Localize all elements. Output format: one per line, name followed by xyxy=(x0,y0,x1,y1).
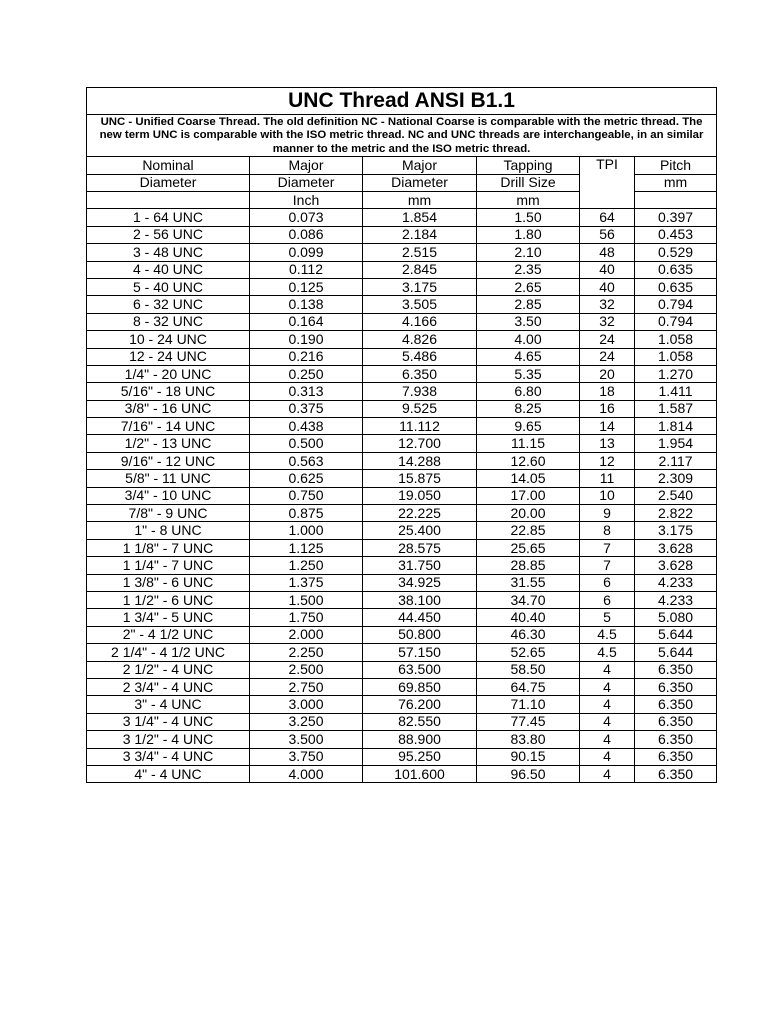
cell-tpi: 24 xyxy=(580,331,635,348)
cell-pitch: 0.794 xyxy=(635,313,717,330)
page-title: UNC Thread ANSI B1.1 xyxy=(87,88,717,115)
cell-major-inch: 1.375 xyxy=(250,574,363,591)
cell-nominal: 3/4" - 10 UNC xyxy=(87,487,250,504)
cell-major-mm: 9.525 xyxy=(363,400,477,417)
cell-tpi: 48 xyxy=(580,244,635,261)
table-row xyxy=(87,748,717,765)
table-row xyxy=(87,435,717,452)
cell-nominal: 10 - 24 UNC xyxy=(87,331,250,348)
cell-major-mm: 57.150 xyxy=(363,644,477,661)
table-row xyxy=(87,209,717,226)
table-row xyxy=(87,713,717,730)
cell-major-mm: 63.500 xyxy=(363,661,477,678)
cell-tapping-drill: 9.65 xyxy=(477,418,580,435)
header-nominal-unit xyxy=(87,192,250,209)
cell-pitch: 1.954 xyxy=(635,435,717,452)
cell-tpi: 32 xyxy=(580,296,635,313)
table-row xyxy=(87,244,717,261)
cell-tapping-drill: 2.35 xyxy=(477,261,580,278)
cell-major-inch: 0.164 xyxy=(250,313,363,330)
cell-nominal: 1 3/8" - 6 UNC xyxy=(87,574,250,591)
cell-pitch: 5.644 xyxy=(635,626,717,643)
cell-tpi: 6 xyxy=(580,591,635,608)
cell-major-inch: 0.112 xyxy=(250,261,363,278)
header-nominal: Nominal xyxy=(87,157,250,174)
cell-tpi: 4 xyxy=(580,713,635,730)
cell-tpi: 4.5 xyxy=(580,626,635,643)
cell-tpi: 4.5 xyxy=(580,644,635,661)
cell-major-mm: 2.515 xyxy=(363,244,477,261)
cell-pitch: 6.350 xyxy=(635,731,717,748)
cell-tpi: 32 xyxy=(580,313,635,330)
cell-major-mm: 88.900 xyxy=(363,731,477,748)
table-row xyxy=(87,365,717,382)
cell-tpi: 11 xyxy=(580,470,635,487)
cell-tapping-drill: 17.00 xyxy=(477,487,580,504)
cell-tpi: 4 xyxy=(580,696,635,713)
header-major-inch: Major xyxy=(250,157,363,174)
cell-major-mm: 69.850 xyxy=(363,678,477,695)
cell-major-mm: 44.450 xyxy=(363,609,477,626)
cell-major-inch: 2.250 xyxy=(250,644,363,661)
cell-tpi: 7 xyxy=(580,557,635,574)
cell-major-mm: 4.826 xyxy=(363,331,477,348)
cell-pitch: 6.350 xyxy=(635,661,717,678)
cell-tapping-drill: 83.80 xyxy=(477,731,580,748)
cell-pitch: 6.350 xyxy=(635,713,717,730)
cell-pitch: 2.117 xyxy=(635,452,717,469)
cell-nominal: 8 - 32 UNC xyxy=(87,313,250,330)
header-row-1 xyxy=(87,157,717,174)
cell-major-inch: 2.500 xyxy=(250,661,363,678)
cell-major-inch: 1.250 xyxy=(250,557,363,574)
cell-pitch: 0.635 xyxy=(635,261,717,278)
cell-major-inch: 0.563 xyxy=(250,452,363,469)
cell-tapping-drill: 22.85 xyxy=(477,522,580,539)
cell-major-mm: 82.550 xyxy=(363,713,477,730)
cell-nominal: 12 - 24 UNC xyxy=(87,348,250,365)
header-major-mm-unit: mm xyxy=(363,192,477,209)
cell-tapping-drill: 3.50 xyxy=(477,313,580,330)
cell-tpi: 7 xyxy=(580,539,635,556)
cell-tapping-drill: 28.85 xyxy=(477,557,580,574)
unc-thread-table xyxy=(86,87,717,783)
cell-major-inch: 3.750 xyxy=(250,748,363,765)
cell-nominal: 1 3/4" - 5 UNC xyxy=(87,609,250,626)
cell-tapping-drill: 64.75 xyxy=(477,678,580,695)
table-row xyxy=(87,400,717,417)
cell-major-mm: 19.050 xyxy=(363,487,477,504)
cell-tpi: 10 xyxy=(580,487,635,504)
header-tapping: Tapping xyxy=(477,157,580,174)
cell-pitch: 1.270 xyxy=(635,365,717,382)
cell-pitch: 3.628 xyxy=(635,539,717,556)
cell-tpi: 12 xyxy=(580,452,635,469)
header-nominal-sub: Diameter xyxy=(87,174,250,191)
cell-nominal: 5/16" - 18 UNC xyxy=(87,383,250,400)
header-pitch-blank xyxy=(635,192,717,209)
cell-tpi: 20 xyxy=(580,365,635,382)
cell-tapping-drill: 4.00 xyxy=(477,331,580,348)
table-row xyxy=(87,278,717,295)
cell-major-mm: 34.925 xyxy=(363,574,477,591)
cell-tpi: 6 xyxy=(580,574,635,591)
table-row xyxy=(87,348,717,365)
cell-nominal: 1/4" - 20 UNC xyxy=(87,365,250,382)
cell-tapping-drill: 40.40 xyxy=(477,609,580,626)
cell-major-mm: 12.700 xyxy=(363,435,477,452)
header-major-inch-unit: Inch xyxy=(250,192,363,209)
cell-nominal: 2" - 4 1/2 UNC xyxy=(87,626,250,643)
cell-major-inch: 3.250 xyxy=(250,713,363,730)
cell-nominal: 9/16" - 12 UNC xyxy=(87,452,250,469)
cell-tapping-drill: 1.50 xyxy=(477,209,580,226)
cell-major-mm: 2.845 xyxy=(363,261,477,278)
cell-tapping-drill: 31.55 xyxy=(477,574,580,591)
cell-pitch: 2.822 xyxy=(635,505,717,522)
table-row xyxy=(87,261,717,278)
cell-pitch: 6.350 xyxy=(635,678,717,695)
cell-tpi: 56 xyxy=(580,226,635,243)
cell-major-mm: 11.112 xyxy=(363,418,477,435)
cell-nominal: 1 - 64 UNC xyxy=(87,209,250,226)
cell-major-inch: 0.086 xyxy=(250,226,363,243)
cell-major-inch: 1.000 xyxy=(250,522,363,539)
cell-nominal: 2 1/4" - 4 1/2 UNC xyxy=(87,644,250,661)
cell-tapping-drill: 77.45 xyxy=(477,713,580,730)
cell-pitch: 6.350 xyxy=(635,748,717,765)
cell-tapping-drill: 11.15 xyxy=(477,435,580,452)
table-row xyxy=(87,296,717,313)
cell-tpi: 4 xyxy=(580,765,635,782)
cell-tapping-drill: 4.65 xyxy=(477,348,580,365)
cell-major-inch: 0.250 xyxy=(250,365,363,382)
cell-tapping-drill: 2.65 xyxy=(477,278,580,295)
cell-major-inch: 0.750 xyxy=(250,487,363,504)
cell-major-inch: 2.000 xyxy=(250,626,363,643)
cell-nominal: 3 1/4" - 4 UNC xyxy=(87,713,250,730)
cell-nominal: 2 3/4" - 4 UNC xyxy=(87,678,250,695)
cell-tapping-drill: 2.85 xyxy=(477,296,580,313)
table-row xyxy=(87,539,717,556)
cell-tpi: 16 xyxy=(580,400,635,417)
cell-pitch: 1.411 xyxy=(635,383,717,400)
cell-tpi: 40 xyxy=(580,278,635,295)
cell-major-mm: 76.200 xyxy=(363,696,477,713)
cell-pitch: 5.644 xyxy=(635,644,717,661)
cell-major-mm: 28.575 xyxy=(363,539,477,556)
cell-major-inch: 0.625 xyxy=(250,470,363,487)
cell-major-inch: 0.138 xyxy=(250,296,363,313)
header-major-inch-sub: Diameter xyxy=(250,174,363,191)
table-row xyxy=(87,731,717,748)
cell-nominal: 3/8" - 16 UNC xyxy=(87,400,250,417)
cell-pitch: 0.635 xyxy=(635,278,717,295)
table-row xyxy=(87,644,717,661)
cell-tapping-drill: 2.10 xyxy=(477,244,580,261)
cell-major-inch: 0.438 xyxy=(250,418,363,435)
cell-major-mm: 38.100 xyxy=(363,591,477,608)
table-row xyxy=(87,470,717,487)
cell-major-inch: 1.125 xyxy=(250,539,363,556)
cell-tapping-drill: 8.25 xyxy=(477,400,580,417)
cell-tapping-drill: 25.65 xyxy=(477,539,580,556)
cell-major-inch: 3.000 xyxy=(250,696,363,713)
table-row xyxy=(87,487,717,504)
cell-nominal: 2 1/2" - 4 UNC xyxy=(87,661,250,678)
cell-pitch: 1.587 xyxy=(635,400,717,417)
header-tpi: TPI xyxy=(580,157,635,209)
cell-major-inch: 0.073 xyxy=(250,209,363,226)
table-row xyxy=(87,383,717,400)
cell-major-mm: 50.800 xyxy=(363,626,477,643)
cell-nominal: 2 - 56 UNC xyxy=(87,226,250,243)
table-row xyxy=(87,678,717,695)
cell-tpi: 4 xyxy=(580,661,635,678)
cell-tpi: 40 xyxy=(580,261,635,278)
cell-tapping-drill: 46.30 xyxy=(477,626,580,643)
cell-nominal: 3" - 4 UNC xyxy=(87,696,250,713)
cell-nominal: 3 1/2" - 4 UNC xyxy=(87,731,250,748)
cell-tapping-drill: 34.70 xyxy=(477,591,580,608)
cell-pitch: 0.453 xyxy=(635,226,717,243)
cell-pitch: 1.058 xyxy=(635,331,717,348)
cell-major-inch: 0.190 xyxy=(250,331,363,348)
cell-nominal: 5 - 40 UNC xyxy=(87,278,250,295)
cell-nominal: 4 - 40 UNC xyxy=(87,261,250,278)
cell-tpi: 5 xyxy=(580,609,635,626)
cell-major-inch: 1.750 xyxy=(250,609,363,626)
cell-major-inch: 3.500 xyxy=(250,731,363,748)
cell-tpi: 13 xyxy=(580,435,635,452)
cell-pitch: 1.814 xyxy=(635,418,717,435)
cell-nominal: 1 1/2" - 6 UNC xyxy=(87,591,250,608)
cell-tapping-drill: 5.35 xyxy=(477,365,580,382)
cell-nominal: 3 3/4" - 4 UNC xyxy=(87,748,250,765)
cell-tapping-drill: 96.50 xyxy=(477,765,580,782)
table-row xyxy=(87,626,717,643)
cell-pitch: 0.794 xyxy=(635,296,717,313)
cell-tapping-drill: 14.05 xyxy=(477,470,580,487)
header-pitch-unit: mm xyxy=(635,174,717,191)
cell-major-inch: 0.125 xyxy=(250,278,363,295)
cell-major-mm: 2.184 xyxy=(363,226,477,243)
cell-major-inch: 0.313 xyxy=(250,383,363,400)
cell-tapping-drill: 20.00 xyxy=(477,505,580,522)
header-tapping-unit: mm xyxy=(477,192,580,209)
table-row xyxy=(87,765,717,782)
cell-tapping-drill: 6.80 xyxy=(477,383,580,400)
cell-tapping-drill: 58.50 xyxy=(477,661,580,678)
table-row xyxy=(87,418,717,435)
description-text: UNC - Unified Coarse Thread. The old definition NC - National Coarse is comparable with the metric thread. The new term UNC is comparable with the ISO metric thread. NC and UNC threads are interchangeable, in an similar manner to the metric and the ISO metric thread. xyxy=(87,115,717,157)
cell-tapping-drill: 1.80 xyxy=(477,226,580,243)
cell-tpi: 4 xyxy=(580,731,635,748)
cell-major-mm: 3.505 xyxy=(363,296,477,313)
table-row xyxy=(87,696,717,713)
cell-tpi: 24 xyxy=(580,348,635,365)
cell-nominal: 3 - 48 UNC xyxy=(87,244,250,261)
table-row xyxy=(87,591,717,608)
cell-tapping-drill: 71.10 xyxy=(477,696,580,713)
cell-nominal: 7/8" - 9 UNC xyxy=(87,505,250,522)
cell-major-mm: 25.400 xyxy=(363,522,477,539)
cell-nominal: 1 1/8" - 7 UNC xyxy=(87,539,250,556)
cell-tapping-drill: 52.65 xyxy=(477,644,580,661)
cell-nominal: 1 1/4" - 7 UNC xyxy=(87,557,250,574)
cell-pitch: 5.080 xyxy=(635,609,717,626)
header-pitch: Pitch xyxy=(635,157,717,174)
header-major-mm: Major xyxy=(363,157,477,174)
cell-major-mm: 31.750 xyxy=(363,557,477,574)
table-row xyxy=(87,574,717,591)
cell-tpi: 14 xyxy=(580,418,635,435)
header-tapping-sub: Drill Size xyxy=(477,174,580,191)
table-row xyxy=(87,609,717,626)
cell-pitch: 4.233 xyxy=(635,591,717,608)
cell-major-inch: 0.099 xyxy=(250,244,363,261)
cell-major-inch: 0.875 xyxy=(250,505,363,522)
cell-tpi: 4 xyxy=(580,678,635,695)
cell-major-mm: 6.350 xyxy=(363,365,477,382)
cell-major-mm: 15.875 xyxy=(363,470,477,487)
table-row xyxy=(87,313,717,330)
cell-pitch: 3.628 xyxy=(635,557,717,574)
cell-major-mm: 4.166 xyxy=(363,313,477,330)
cell-major-mm: 7.938 xyxy=(363,383,477,400)
table-row xyxy=(87,522,717,539)
cell-pitch: 0.397 xyxy=(635,209,717,226)
header-major-mm-sub: Diameter xyxy=(363,174,477,191)
cell-tpi: 4 xyxy=(580,748,635,765)
cell-pitch: 6.350 xyxy=(635,696,717,713)
cell-pitch: 2.540 xyxy=(635,487,717,504)
table-row xyxy=(87,661,717,678)
cell-nominal: 1" - 8 UNC xyxy=(87,522,250,539)
cell-pitch: 4.233 xyxy=(635,574,717,591)
cell-major-inch: 0.500 xyxy=(250,435,363,452)
cell-major-inch: 0.375 xyxy=(250,400,363,417)
cell-major-inch: 0.216 xyxy=(250,348,363,365)
cell-pitch: 6.350 xyxy=(635,765,717,782)
cell-tapping-drill: 90.15 xyxy=(477,748,580,765)
cell-pitch: 2.309 xyxy=(635,470,717,487)
cell-tpi: 8 xyxy=(580,522,635,539)
cell-major-mm: 95.250 xyxy=(363,748,477,765)
table-row xyxy=(87,226,717,243)
cell-major-mm: 5.486 xyxy=(363,348,477,365)
table-row xyxy=(87,331,717,348)
cell-tpi: 18 xyxy=(580,383,635,400)
cell-major-mm: 1.854 xyxy=(363,209,477,226)
cell-major-inch: 4.000 xyxy=(250,765,363,782)
cell-nominal: 6 - 32 UNC xyxy=(87,296,250,313)
cell-major-mm: 14.288 xyxy=(363,452,477,469)
cell-nominal: 7/16" - 14 UNC xyxy=(87,418,250,435)
cell-major-inch: 2.750 xyxy=(250,678,363,695)
cell-pitch: 0.529 xyxy=(635,244,717,261)
cell-tpi: 9 xyxy=(580,505,635,522)
cell-nominal: 5/8" - 11 UNC xyxy=(87,470,250,487)
cell-major-mm: 3.175 xyxy=(363,278,477,295)
cell-pitch: 3.175 xyxy=(635,522,717,539)
cell-major-inch: 1.500 xyxy=(250,591,363,608)
cell-major-mm: 101.600 xyxy=(363,765,477,782)
cell-nominal: 4" - 4 UNC xyxy=(87,765,250,782)
cell-tpi: 64 xyxy=(580,209,635,226)
cell-tapping-drill: 12.60 xyxy=(477,452,580,469)
cell-major-mm: 22.225 xyxy=(363,505,477,522)
table-row xyxy=(87,452,717,469)
table-row xyxy=(87,557,717,574)
table-row xyxy=(87,505,717,522)
cell-pitch: 1.058 xyxy=(635,348,717,365)
cell-nominal: 1/2" - 13 UNC xyxy=(87,435,250,452)
